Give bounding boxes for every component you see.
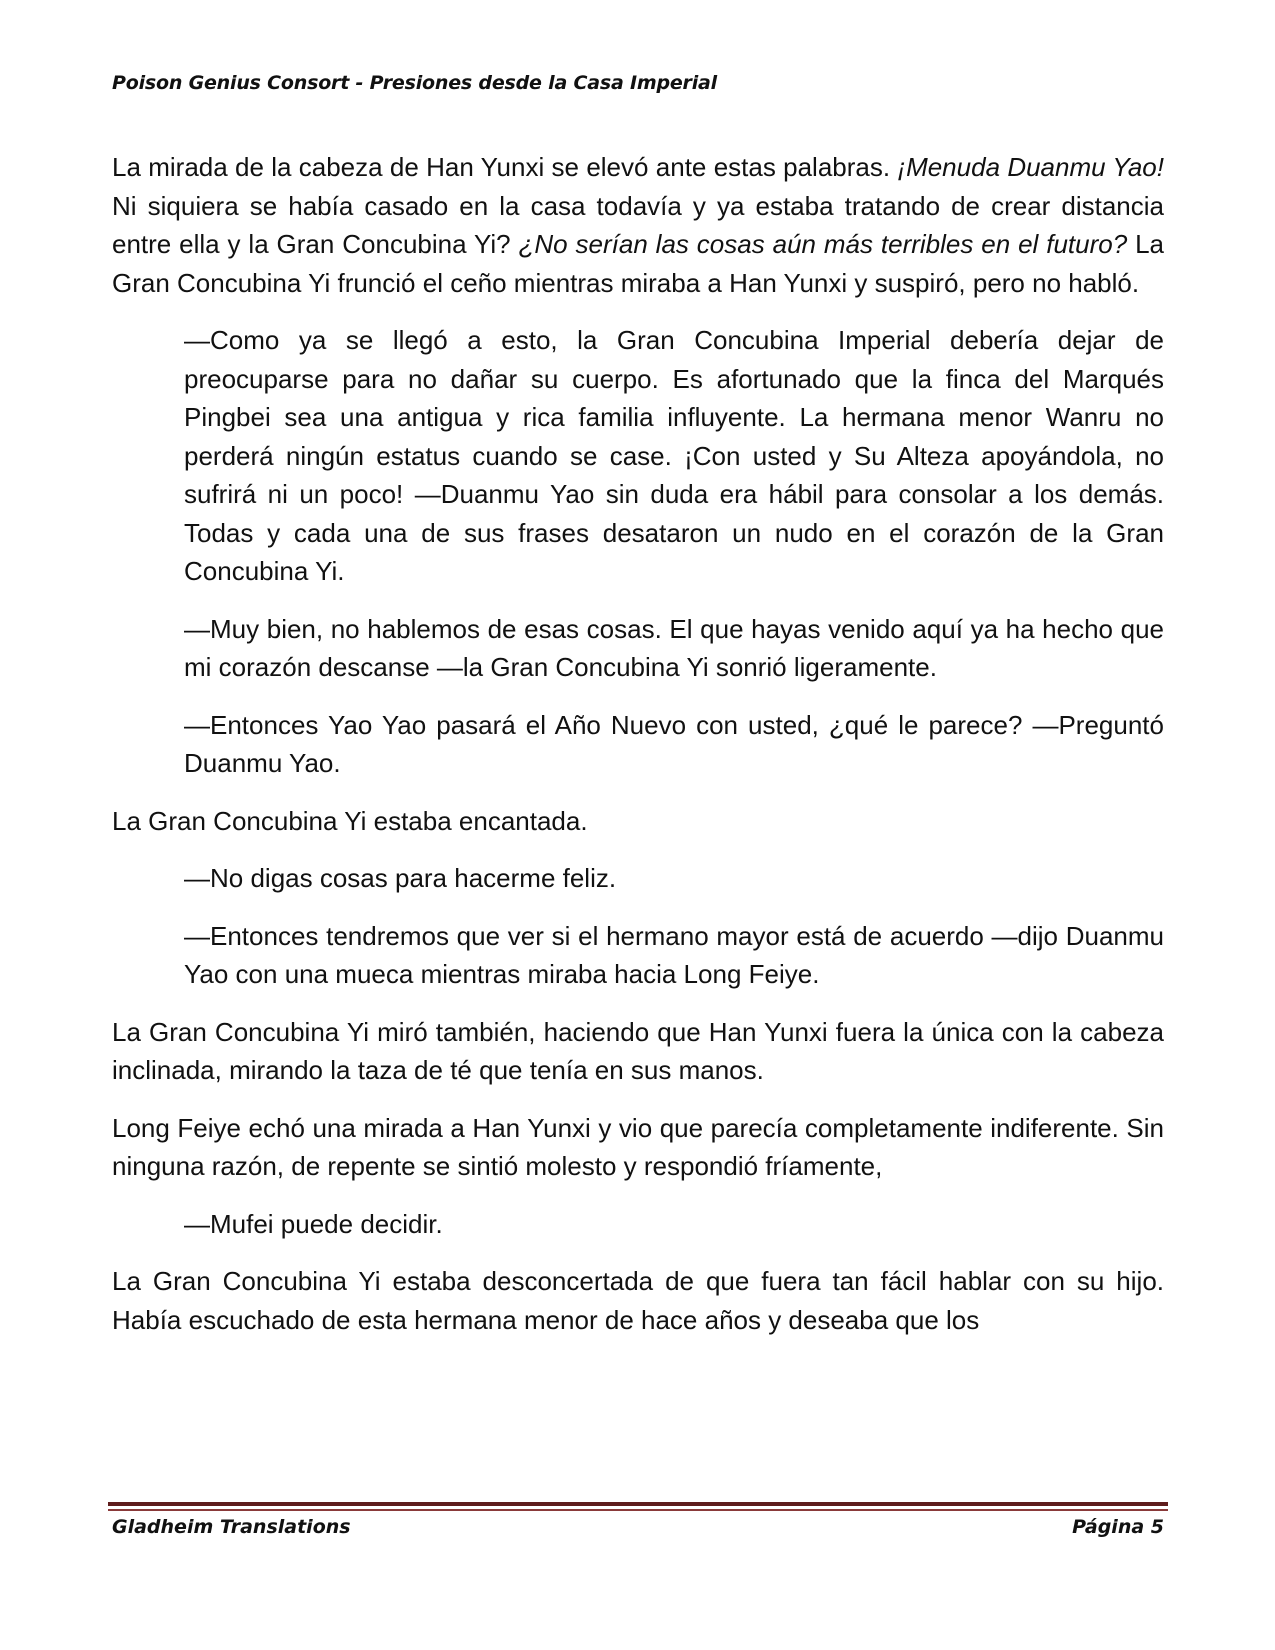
paragraph-text: La Gran Concubina Yi frunció el ceño mientras miraba a Han Yunxi y suspiró, pero no habló. [112,229,1164,298]
paragraph-text: La Gran Concubina Yi miró también, haciendo que Han Yunxi fuera la única con la cabeza inclinada, mirando la taza de té que tenía en sus manos. [112,1016,1164,1085]
footer-page-number: Página 5 [1072,1516,1164,1538]
page-header-title: Poison Genius Consort - Presiones desde la Casa Imperial [112,72,717,94]
dialogue-paragraph [184,706,1164,783]
paragraph [112,148,1164,302]
dialogue-paragraph [184,610,1164,687]
dialogue-paragraph [184,859,1164,898]
paragraph-text: —Entonces tendremos que ver si el hermano mayor está de acuerdo —dijo Duanmu Yao con una mueca mientras miraba hacia Long Feiye. [184,920,1164,989]
paragraph-text: La Gran Concubina Yi estaba encantada. [112,805,588,836]
paragraph [112,1013,1164,1090]
paragraph-italic-text: ¡Menuda Duanmu Yao! [897,152,1164,182]
paragraph [112,1262,1164,1339]
paragraph-text: Ni siquiera se había casado en la casa todavía y ya estaba tratando de crear distancia entre ella y la Gran Concubina Yi? [112,190,1164,259]
footer-divider-thick [108,1502,1168,1506]
paragraph [112,802,1164,841]
document-body [112,148,1164,1358]
paragraph-text: —No digas cosas para hacerme feliz. [184,863,617,893]
paragraph-text: —Como ya se llegó a esto, la Gran Concubina Imperial debería dejar de preocuparse para no dañar su cuerpo. Es afortunado que la finca del Marqués Pingbei sea una antigua y rica familia influyente. La hermana menor Wanru no perderá ningún estatus cuando se case. ¡Con usted y Su Alteza apoyándola, no sufrirá ni un poco! —Duanmu Yao sin duda era hábil para consolar a los demás. Todas y cada una de sus frases desataron un nudo en el corazón de la Gran Concubina Yi. [184,325,1164,586]
paragraph-text: Long Feiye echó una mirada a Han Yunxi y vio que parecía completamente indiferente. Sin ninguna razón, de repente se sintió molesto y respondió fríamente, [112,1112,1164,1181]
dialogue-paragraph [184,1205,1164,1244]
paragraph-italic-text: ¿No serían las cosas aún más terribles en el futuro? [518,229,1128,259]
dialogue-paragraph [184,321,1164,591]
paragraph-text: —Muy bien, no hablemos de esas cosas. El que hayas venido aquí ya ha hecho que mi corazón descanse —la Gran Concubina Yi sonrió ligeramente. [184,613,1164,682]
paragraph-text: La Gran Concubina Yi estaba desconcertada de que fuera tan fácil hablar con su hijo. Había escuchado de esta hermana menor de hace años y deseaba que los [112,1266,1164,1335]
paragraph-text: —Mufei puede decidir. [184,1208,443,1239]
footer-divider-thin [108,1509,1168,1511]
footer-publisher: Gladheim Translations [112,1516,351,1538]
paragraph [112,1109,1164,1186]
paragraph-text: —Entonces Yao Yao pasará el Año Nuevo con usted, ¿qué le parece? —Preguntó Duanmu Yao. [184,709,1164,778]
paragraph-text: La mirada de la cabeza de Han Yunxi se elevó ante estas palabras. [112,152,898,182]
dialogue-paragraph [184,917,1164,994]
